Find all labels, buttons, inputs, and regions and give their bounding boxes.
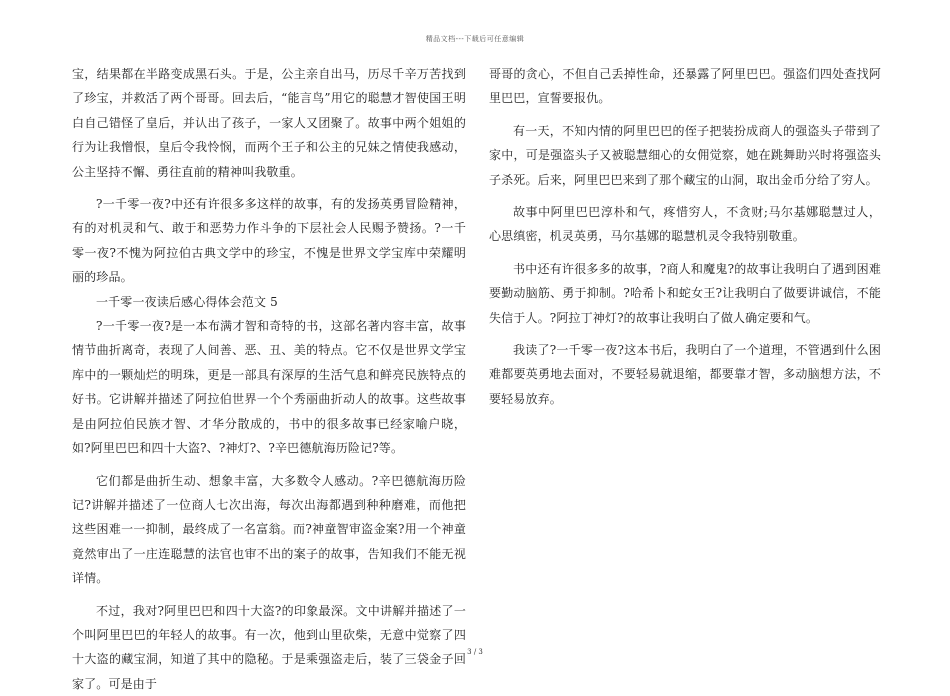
page-number: 3 / 3 [467,648,483,656]
section-heading: 一千零一夜读后感心得体会范文 5 [96,294,278,309]
paragraph: 它们都是曲折生动、想象丰富，大多数令人感动。?辛巴德航海历险记?讲解并描述了一位商人七次出海，每次出海都遇到种种磨难，而他把这些困难一一抑制，最终成了一名富翁。而?神童智审盗金案?用一个神童竟然审出了一庄连聪慧的法官也审不出的案子的故事，告知我们不能无视详情。 [72,473,466,586]
left-column [72,62,466,696]
right-column [489,62,881,411]
paragraph: 故事中阿里巴巴淳朴和气，疼惜穷人，不贪财;马尔基娜聪慧过人，心思缜密，机灵英勇，马尔基娜的聪慧机灵令我特别敬重。 [489,205,881,244]
paragraph: 不过，我对?阿里巴巴和四十大盗?的印象最深。文中讲解并描述了一个叫阿里巴巴的年轻人的故事。有一次，他到山里砍柴，无意中觉察了四十大盗的藏宝洞，知道了其中的隐秘。于是乘强盗走后，装了三袋金子回家了。可是由于 [72,603,466,691]
paragraph: 有一天，不知内情的阿里巴巴的侄子把装扮成商人的强盗头子带到了家中，可是强盗头子又被聪慧细心的女佣觉察，她在跳舞助兴时将强盗头子杀死。后来，阿里巴巴来到了那个藏宝的山洞，取出金币分给了穷人。 [489,123,881,187]
paragraph: 宝，结果都在半路变成黑石头。于是，公主亲自出马，历尽千辛万苦找到了珍宝，并救活了两个哥哥。回去后，“能言鸟”用它的聪慧才智使国王明白自己错怪了皇后，并认出了孩子，一家人又团聚了。故事中两个姐姐的行为让我憎恨，皇后令我怜悯，而两个王子和公主的兄妹之情使我感动，公主坚持不懈、勇往直前的精神叫我敬重。 [72,67,466,179]
paragraph: ?一千零一夜?中还有许很多多这样的故事，有的发扬英勇冒险精神，有的对机灵和气、敢于和恶势力作斗争的下层社会人民赐予赞扬。?一千零一夜?不愧为阿拉伯古典文学中的珍宝，不愧是世界文学宝库中荣耀明丽的珍品。 [72,197,466,285]
paragraph: ?一千零一夜?是一本布满才智和奇特的书，这部名著内容丰富，故事情节曲折离奇，表现了人间善、恶、丑、美的特点。它不仅是世界文学宝库中的一颗灿烂的明珠，更是一部具有深厚的生活气息和鲜亮民族特点的好书。它讲解并描述了阿拉伯世界一个个秀丽曲折动人的故事。这些故事是由阿拉伯民族才智、才华分散成的，书中的很多故事已经家喻户晓，如?阿里巴巴和四十大盗?、?神灯?、?辛巴德航海历险记?等。 [72,319,466,456]
page-header: 精品文档---下载后可任意编辑 [425,35,525,43]
paragraph: 书中还有许很多多的故事，?商人和魔鬼?的故事让我明白了遇到困难要勤动脑筋、勇于抑制。?哈希卜和蛇女王?让我明白了做要讲诚信，不能失信于人。?阿拉丁神灯?的故事让我明白了做人确定要和气。 [489,261,881,325]
paragraph: 哥哥的贪心，不但自己丢掉性命，还暴露了阿里巴巴。强盗们四处查找阿里巴巴，宣誓要报仇。 [489,67,881,106]
paragraph: 我读了?一千零一夜?这本书后，我明白了一个道理，不管遇到什么困难都要英勇地去面对，不要轻易就退缩，都要靠才智，多动脑想方法，不要轻易放弃。 [489,343,881,406]
